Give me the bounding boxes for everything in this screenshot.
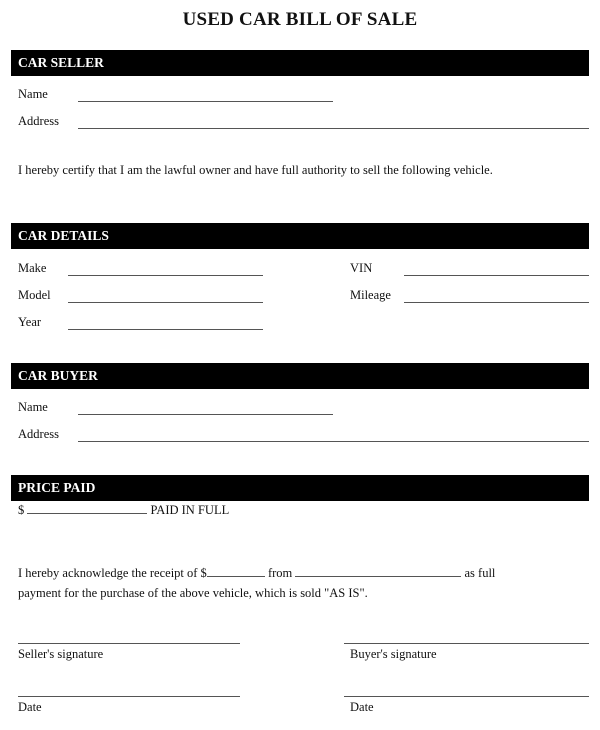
buyer-signature-field[interactable]	[344, 643, 589, 644]
paid-in-full-label: PAID IN FULL	[150, 503, 230, 517]
price-paid-row	[18, 502, 229, 518]
as-full-label: as full	[464, 566, 496, 580]
mileage-field[interactable]	[404, 302, 589, 303]
model-field[interactable]	[68, 302, 263, 303]
buyer-date-field[interactable]	[344, 696, 589, 697]
section-header-car-details: CAR DETAILS	[11, 223, 589, 249]
buyer-address-label: Address	[18, 427, 59, 441]
dollar-sign: $	[18, 503, 25, 517]
buyer-name-field[interactable]	[78, 414, 333, 415]
buyer-name-label: Name	[18, 400, 48, 414]
acknowledge-line-1	[18, 565, 495, 581]
price-amount-field[interactable]	[27, 502, 147, 514]
seller-signature-label: Seller's signature	[18, 647, 104, 661]
section-header-car-seller: CAR SELLER	[11, 50, 589, 76]
year-field[interactable]	[68, 329, 263, 330]
section-header-car-buyer: CAR BUYER	[11, 363, 589, 389]
acknowledge-receipt-text: I hereby acknowledge the receipt of $	[18, 566, 207, 580]
seller-signature-field[interactable]	[18, 643, 240, 644]
seller-name-label: Name	[18, 87, 48, 101]
seller-name-field[interactable]	[78, 101, 333, 102]
seller-date-label: Date	[18, 700, 42, 714]
vin-label: VIN	[350, 261, 373, 275]
mileage-label: Mileage	[350, 288, 391, 302]
buyer-address-field[interactable]	[78, 441, 589, 442]
vin-field[interactable]	[404, 275, 589, 276]
seller-address-field[interactable]	[78, 128, 589, 129]
make-field[interactable]	[68, 275, 263, 276]
receipt-amount-field[interactable]	[207, 565, 265, 577]
year-label: Year	[18, 315, 42, 329]
seller-date-field[interactable]	[18, 696, 240, 697]
seller-certify-text: I hereby certify that I am the lawful owner and have full authority to sell the following vehicle.	[18, 163, 493, 177]
acknowledge-line-2: payment for the purchase of the above vehicle, which is sold "AS IS".	[18, 586, 368, 600]
buyer-signature-label: Buyer's signature	[350, 647, 437, 661]
make-label: Make	[18, 261, 47, 275]
buyer-date-label: Date	[350, 700, 374, 714]
model-label: Model	[18, 288, 51, 302]
from-label: from	[267, 566, 293, 580]
section-header-price-paid: PRICE PAID	[11, 475, 589, 501]
page-title: USED CAR BILL OF SALE	[182, 9, 418, 30]
seller-address-label: Address	[18, 114, 59, 128]
receipt-from-field[interactable]	[295, 565, 461, 577]
